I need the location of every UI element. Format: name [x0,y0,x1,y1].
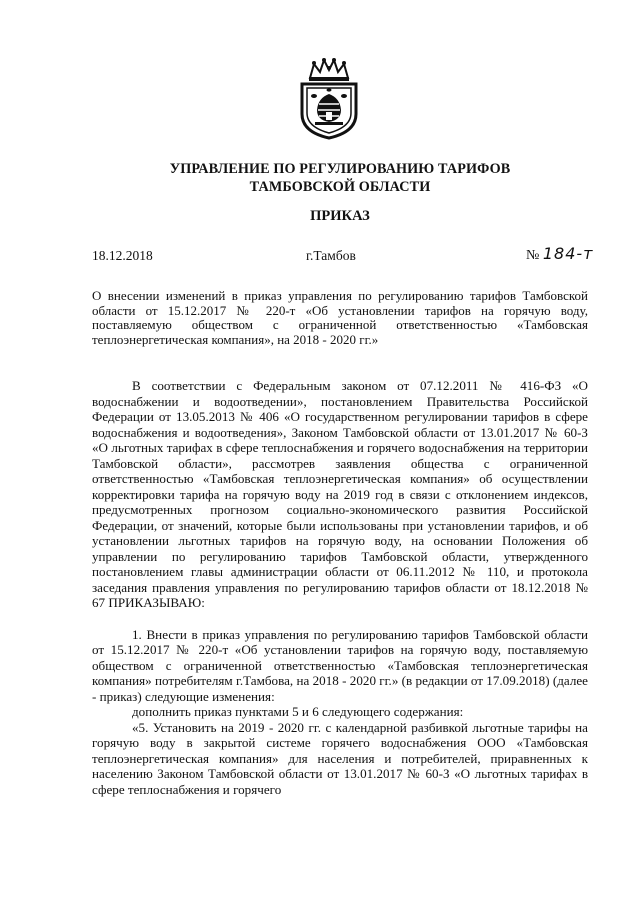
document-subject: О внесении изменений в приказ управления по регулированию тарифов Тамбовской области от 15.12.2017 № 220-т «Об установлении тарифов на горячую воду, поставляемую обществом с ограниченной ответственностью «Тамбовская теплоэнергетическая компания», на 2018 - 2020 гг.» [92,288,588,347]
body-paragraph-item-5: «5. Установить на 2019 - 2020 гг. с календарной разбивкой льготные тарифы на горячую воду в закрытой системе горячего водоснабжения ООО «Тамбовская теплоэнергетическая компания» для населения и потребителей, приравненных к населению Законом Тамбовской области от 13.01.2017 № 60-З «О льготных тарифах в сфере теплоснабжения и горячего [92,719,588,797]
body-paragraph-amend: дополнить приказ пунктами 5 и 6 следующего содержания: [132,704,464,719]
organization-name [0,160,640,196]
organization-line-1: УПРАВЛЕНИЕ ПО РЕГУЛИРОВАНИЮ ТАРИФОВ [169,161,511,177]
document-date: 18.12.2018 [92,248,153,263]
coat-of-arms-emblem-icon [296,58,362,140]
document-city: г.Тамбов [306,248,356,263]
body-paragraph-preamble: В соответствии с Федеральным законом от 07.12.2011 № 416-ФЗ «О водоснабжении и водоотведении», постановлением Правительства Российской Федерации от 13.05.2013 № 406 «О государственном регулировании тарифов в сфере водоснабжения и водоотведения», Законом Тамбовской области от 13.01.2017 № 60-З «О льготных тарифах в сфере теплоснабжения и горячего водоснабжения на территории Тамбовской области», рассмотрев заявления общества с ограниченной ответственностью «Тамбовская теплоэнергетическая компания» об осуществлении корректировки тарифа на горячую воду на 2019 год в связи с отклонением индексов, предусмотренных прогнозом социально-экономического развития Российской Федерации, от значений, которые были использованы при установлении тарифов, и об установлении льготных тарифов на горячую воду, на основании Положения об управлении по регулированию тарифов Тамбовской области, утвержденного постановлением главы администрации области от 06.11.2012 № 110, и протокола заседания правления управления по регулированию тарифов области от 18.12.2018 № 67 ПРИКАЗЫВАЮ: [92,378,588,610]
document-body [92,378,588,797]
organization-line-2: ТАМБОВСКОЙ ОБЛАСТИ [249,179,431,195]
document-number [526,244,594,264]
handwritten-number: 184-т [542,244,594,263]
body-paragraph-item-1: 1. Внести в приказ управления по регулированию тарифов Тамбовской области от 15.12.2017 № 220-т «Об установлении тарифов на горячую воду, поставляемую обществом с ограниченной ответственностью «Тамбовская теплоэнергетическая компания» потребителям г.Тамбова, на 2018 - 2020 гг.» (в редакции от 17.09.2018) (далее - приказ) следующие изменения: [92,626,588,704]
number-prefix: № [526,248,540,263]
document-type-title: ПРИКАЗ [310,208,370,224]
